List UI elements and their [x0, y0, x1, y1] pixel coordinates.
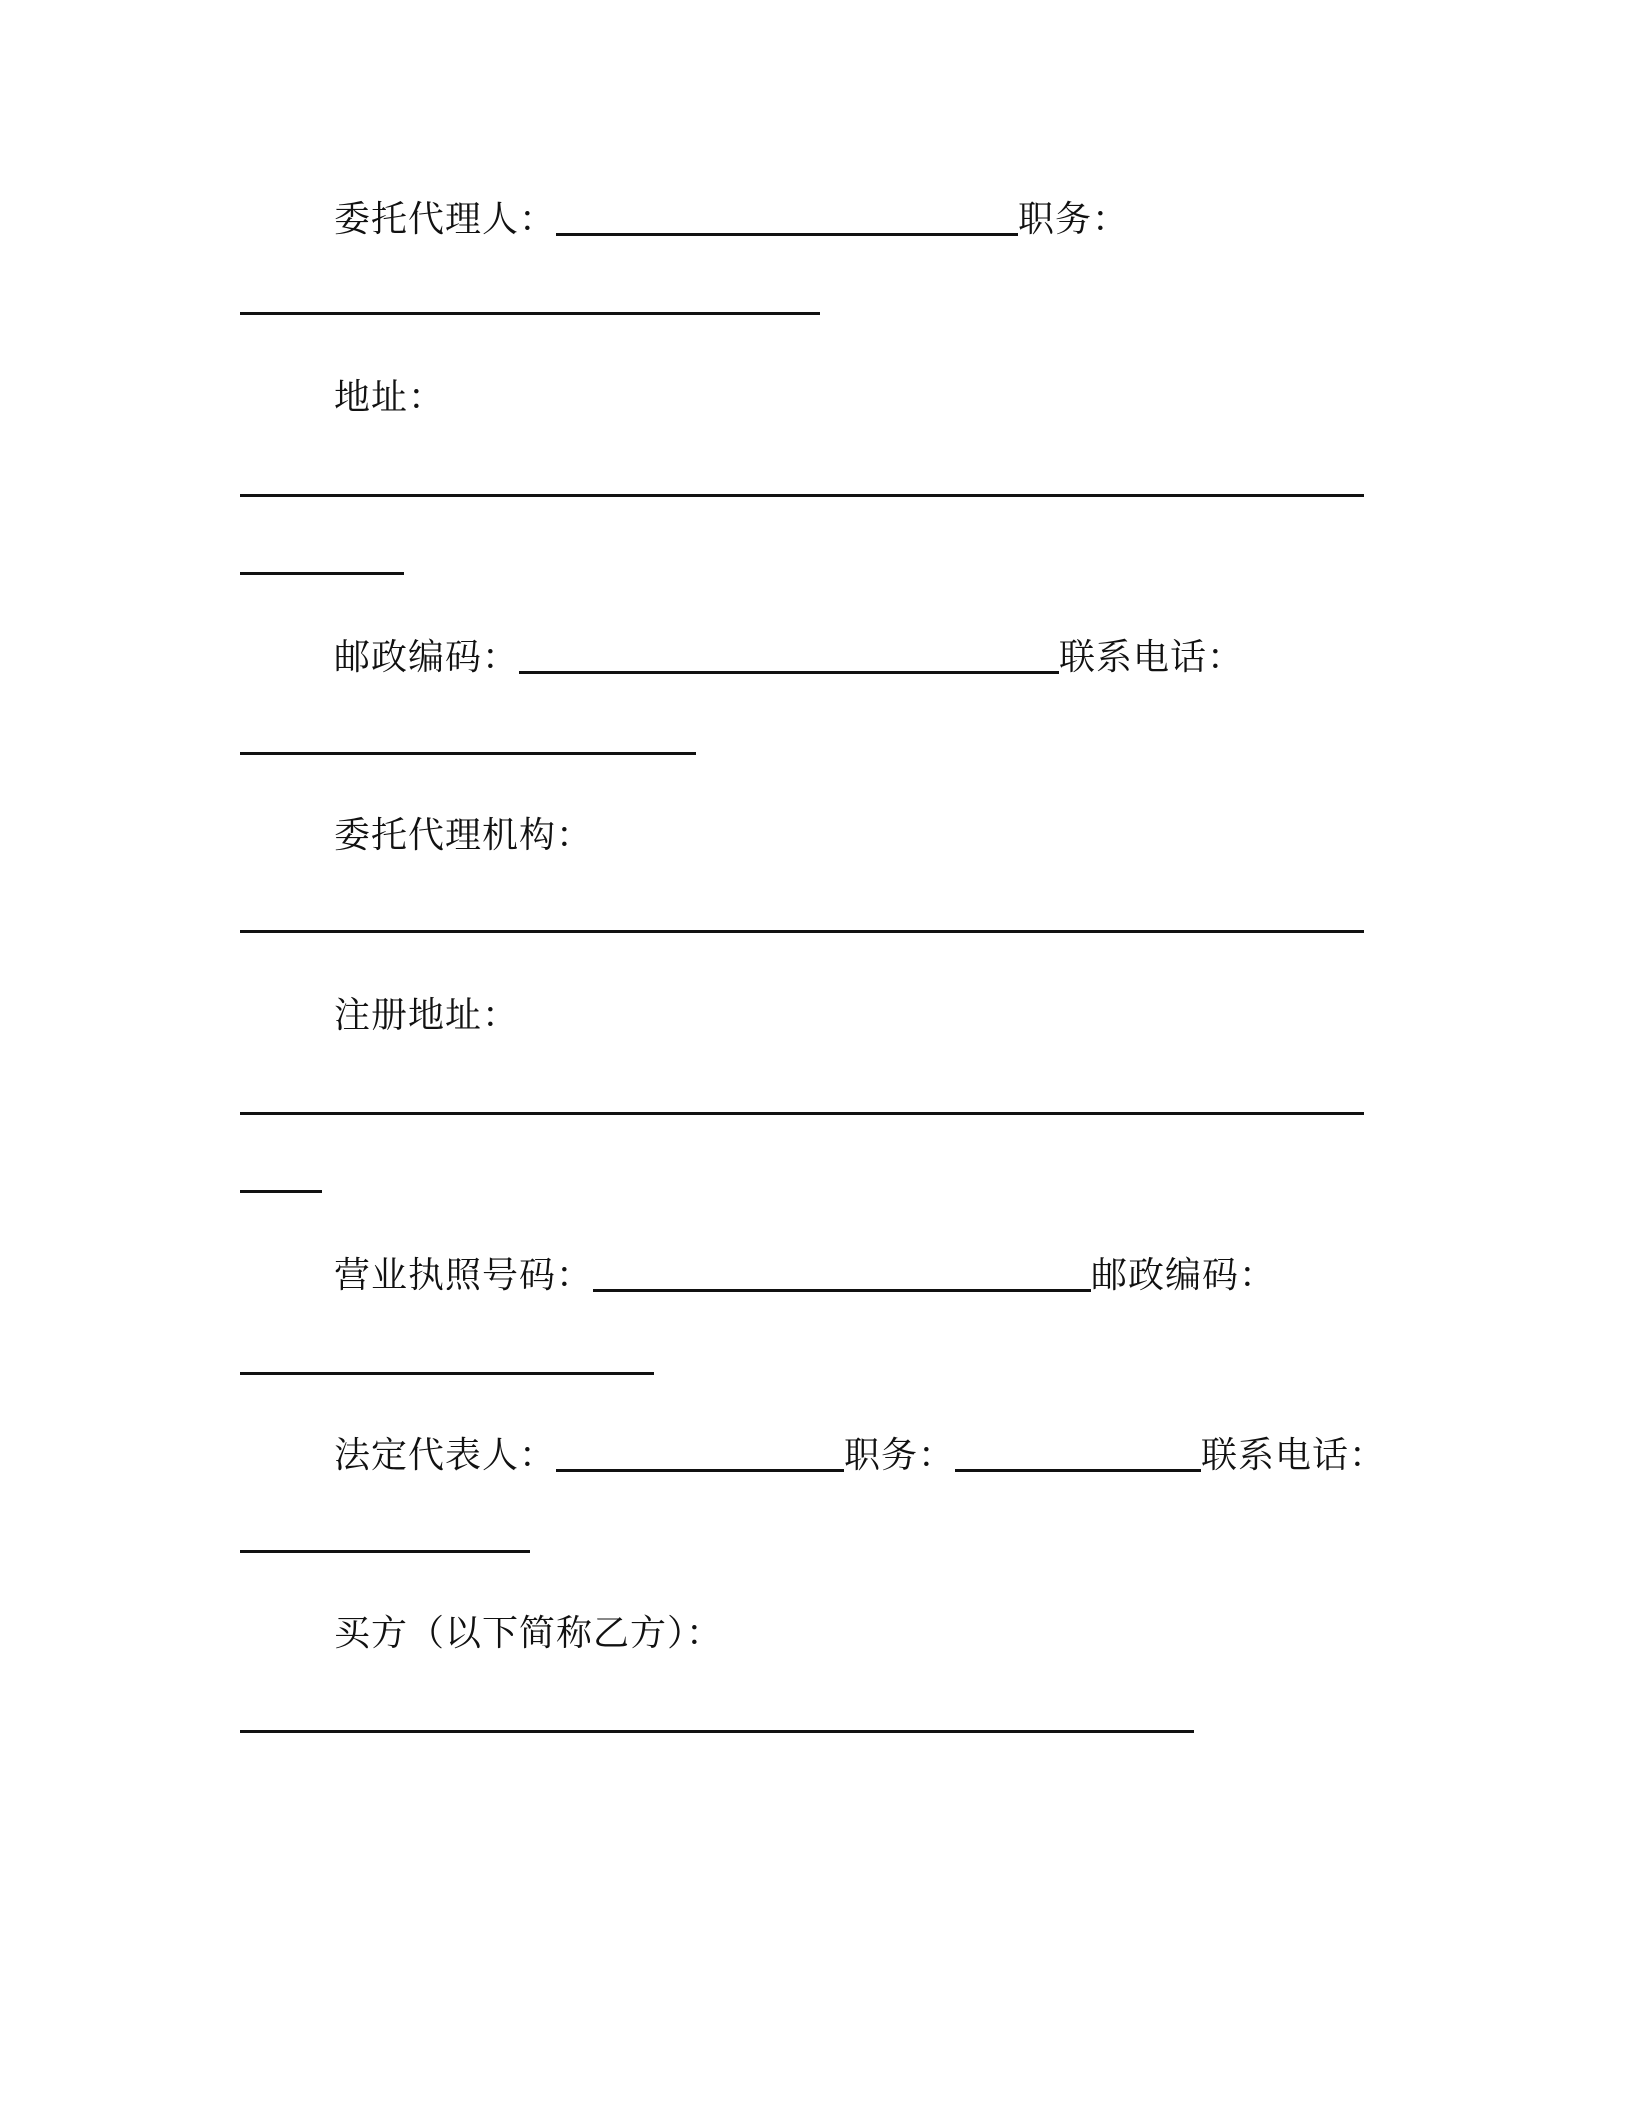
license-postcode-label: 邮政编码： — [1091, 1255, 1277, 1296]
agent-blank[interactable] — [556, 229, 1018, 236]
legal-rep-blank[interactable] — [556, 1465, 844, 1472]
phone-label: 联系电话： — [1059, 637, 1245, 678]
legal-rep-position-label: 职务： — [844, 1435, 956, 1476]
address-blank-line-2[interactable] — [240, 572, 404, 575]
registered-address-label: 注册地址： — [334, 995, 520, 1036]
address-row — [334, 374, 445, 422]
address-blank-line-1[interactable] — [240, 494, 1364, 497]
buyer-label: 买方（以下简称乙方）： — [334, 1613, 724, 1654]
postcode-label: 邮政编码： — [334, 637, 520, 678]
agency-label: 委托代理机构： — [334, 815, 594, 856]
license-postcode-blank[interactable] — [240, 1372, 654, 1375]
agency-row — [334, 812, 593, 860]
buyer-row — [334, 1610, 723, 1658]
license-row — [334, 1252, 1276, 1300]
registered-address-blank-line-2[interactable] — [240, 1190, 322, 1193]
postcode-row — [334, 634, 1244, 682]
legal-rep-phone-blank[interactable] — [240, 1550, 530, 1553]
agent-position-blank[interactable] — [240, 312, 820, 315]
legal-rep-phone-label: 联系电话： — [1201, 1435, 1387, 1476]
agent-row — [334, 196, 1129, 244]
agency-blank[interactable] — [240, 930, 1364, 933]
legal-rep-label: 法定代表人： — [334, 1435, 557, 1476]
address-label: 地址： — [334, 377, 446, 418]
agent-position-label: 职务： — [1018, 199, 1130, 240]
license-blank[interactable] — [593, 1285, 1091, 1292]
legal-rep-row — [334, 1432, 1386, 1480]
registered-address-row — [334, 992, 519, 1040]
postcode-blank[interactable] — [519, 667, 1059, 674]
registered-address-blank-line-1[interactable] — [240, 1112, 1364, 1115]
buyer-blank[interactable] — [240, 1730, 1194, 1733]
phone-blank[interactable] — [240, 752, 696, 755]
agent-label: 委托代理人： — [334, 199, 557, 240]
legal-rep-position-blank[interactable] — [955, 1465, 1201, 1472]
license-label: 营业执照号码： — [334, 1255, 594, 1296]
